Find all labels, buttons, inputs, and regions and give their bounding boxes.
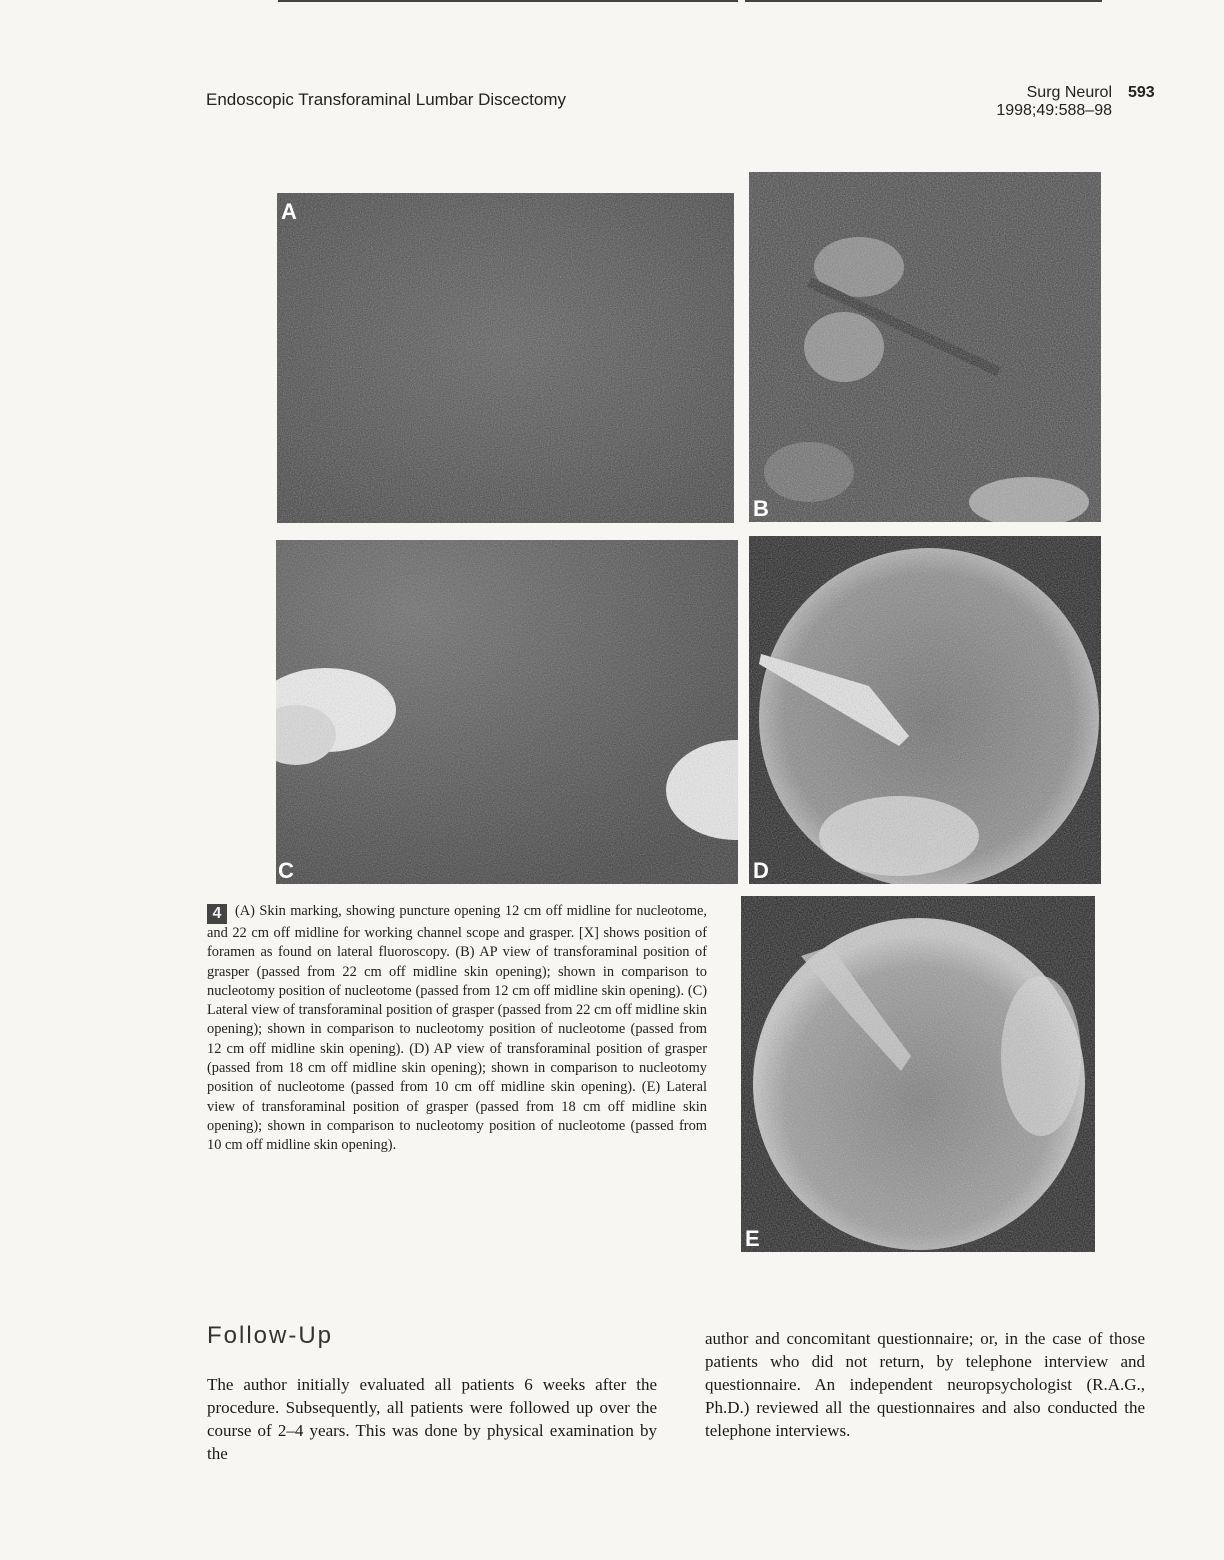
panel-label-d: D: [753, 858, 769, 883]
figure-panel-a: [277, 193, 734, 523]
panel-d-image: [749, 536, 1101, 884]
figure-panel-c: [276, 540, 738, 884]
body-text-left-column: The author initially evaluated all patients 6 weeks after the procedure. Subsequently, all patients were followed up over the course of 2–4 years. This was done by physical examination by the: [207, 1375, 657, 1463]
journal-name: Surg Neurol: [1026, 84, 1112, 101]
top-rule-left: [278, 0, 738, 2]
figure-caption-text: (A) Skin marking, showing puncture opening 12 cm off midline for nucleotome, and 22 cm off midline for working channel scope and grasper. [X] shows position of foramen as found on lateral fluoroscopy. (B) AP view of transforaminal position of grasper (passed from 22 cm off midline skin opening); shown in comparison to nucleotomy position of nucleotome (passed from 12 cm off midline skin opening). (C) Lateral view of transforaminal position of grasper (passed from 22 cm off midline skin opening); shown in comparison to nucleotomy position of nucleotome (passed from 12 cm off midline skin opening). (D) AP view of transforaminal position of grasper (passed from 18 cm off midline skin opening); shown in comparison to nucleotomy position of nucleotome (passed from 10 cm off midline skin opening). (E) Lateral view of transforaminal position of grasper (passed from 18 cm off midline skin opening); shown in comparison to nucleotomy position of nucleotome (passed from 10 cm off midline skin opening).: [207, 903, 707, 1154]
figure-panel-d: [749, 536, 1101, 884]
figure-panel-b: [749, 172, 1101, 522]
panel-label-e: E: [745, 1226, 760, 1251]
figure-number-badge: 4: [207, 904, 227, 924]
top-rule-right: [745, 0, 1102, 2]
citation: 1998;49:588–98: [996, 102, 1112, 119]
running-title: Endoscopic Transforaminal Lumbar Discectomy: [206, 90, 566, 109]
panel-e-image: [741, 896, 1095, 1252]
panel-label-a: A: [281, 199, 297, 224]
figure-panel-e: [741, 896, 1095, 1252]
panel-a-image: [277, 193, 734, 523]
section-heading: Follow-Up: [207, 1322, 334, 1349]
panel-b-image: [749, 172, 1101, 522]
journal-citation: [996, 84, 1112, 120]
panel-label-b: B: [753, 496, 769, 521]
page-number: 593: [1128, 84, 1155, 101]
body-text-right-column: author and concomitant questionnaire; or, in the case of those patients who did not return, by telephone interview and questionnaire. An independent neuropsychologist (R.A.G., Ph.D.) reviewed all the questionnaires and also conducted the telephone interviews.: [705, 1329, 1145, 1440]
panel-label-c: C: [278, 858, 294, 883]
figure-caption: [207, 902, 707, 1156]
panel-c-image: [276, 540, 738, 884]
